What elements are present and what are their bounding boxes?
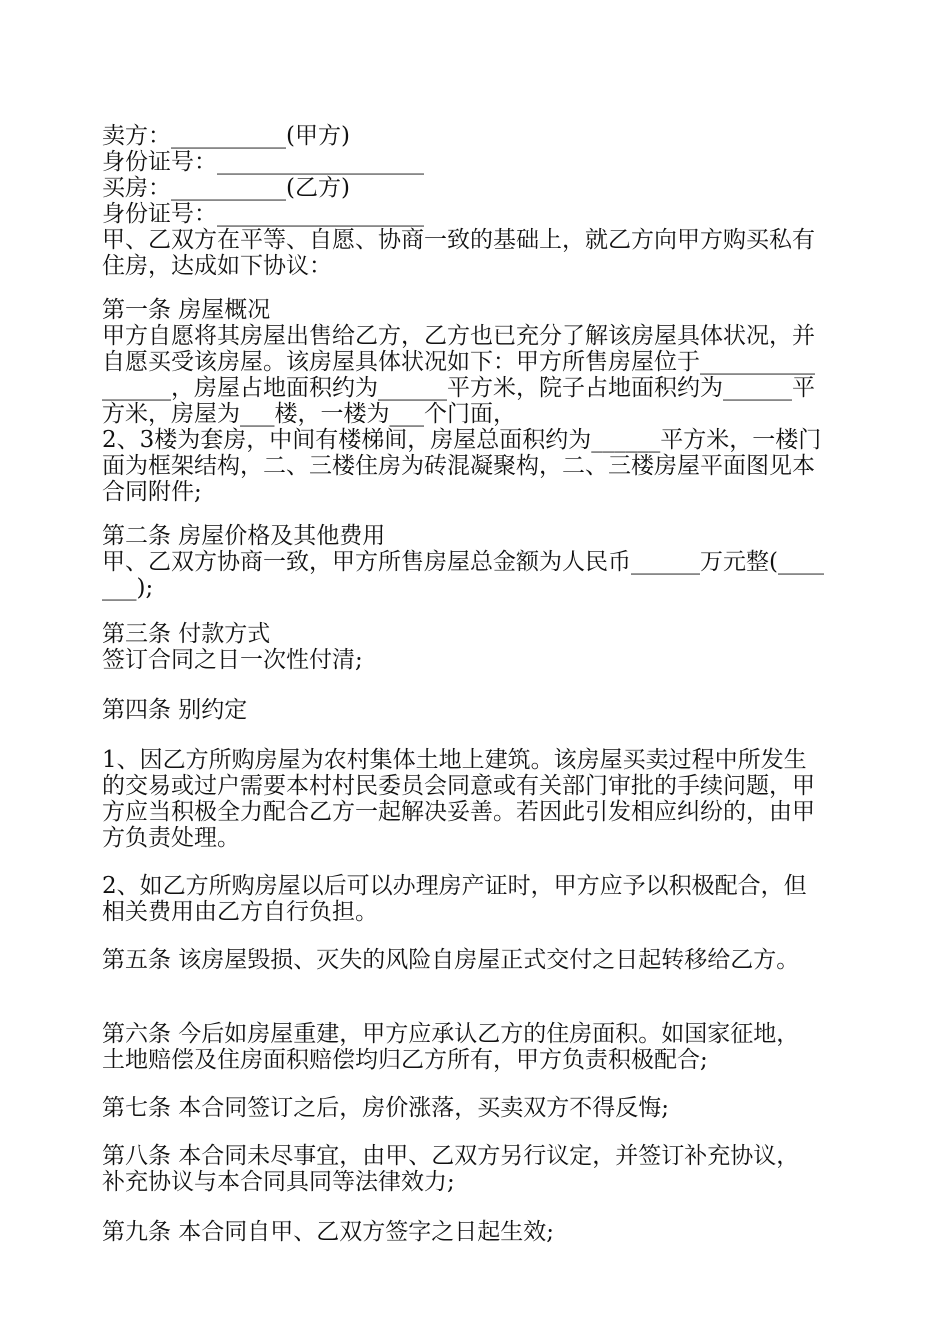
article-heading: 第四条 别约定	[102, 697, 248, 723]
seller-line: 卖方：__________(甲方)	[102, 123, 350, 149]
paragraph-line: 方应当积极全力配合乙方一起解决妥善。若因此引发相应纠纷的，由甲	[102, 799, 815, 825]
buyer-id-line: 身份证号：__________________	[102, 201, 424, 227]
paragraph-line: 相关费用由乙方自行负担。	[102, 899, 378, 925]
paragraph-line: 2、如乙方所购房屋以后可以办理房产证时，甲方应予以积极配合，但	[102, 873, 807, 899]
paragraph-line: 合同附件;	[102, 479, 202, 505]
article-line: 第五条 该房屋毁损、灭失的风险自房屋正式交付之日起转移给乙方。	[102, 947, 800, 973]
paragraph-line: 2、3楼为套房，中间有楼梯间，房屋总面积约为______平方米，一楼门	[102, 427, 822, 453]
paragraph-line: 补充协议与本合同具同等法律效力;	[102, 1169, 455, 1195]
paragraph-line: 土地赔偿及住房面积赔偿均归乙方所有，甲方负责积极配合;	[102, 1047, 708, 1073]
paragraph-line: 甲、乙双方协商一致，甲方所售房屋总金额为人民币______万元整(____	[102, 549, 824, 575]
article-heading: 第一条 房屋概况	[102, 297, 271, 323]
buyer-line: 买房：__________(乙方)	[102, 175, 350, 201]
paragraph-line: ___);	[102, 575, 154, 601]
article-line: 第九条 本合同自甲、乙双方签字之日起生效;	[102, 1219, 555, 1245]
article-line: 第七条 本合同签订之后，房价涨落，买卖双方不得反悔;	[102, 1095, 670, 1121]
paragraph-line: 自愿买受该房屋。该房屋具体状况如下：甲方所售房屋位于__________	[102, 349, 815, 375]
seller-id-line: 身份证号：__________________	[102, 149, 424, 175]
article-heading: 第二条 房屋价格及其他费用	[102, 523, 386, 549]
paragraph-line: ______，房屋占地面积约为______平方米，院子占地面积约为______平	[102, 375, 815, 401]
preamble-line: 住房，达成如下协议：	[102, 253, 332, 279]
paragraph-line: 1、因乙方所购房屋为农村集体土地上建筑。该房屋买卖过程中所发生	[102, 747, 807, 773]
paragraph-line: 面为框架结构，二、三楼住房为砖混凝聚构，二、三楼房屋平面图见本	[102, 453, 815, 479]
paragraph-line: 方负责处理。	[102, 825, 240, 851]
paragraph-line: 方米，房屋为___楼，一楼为___个门面，	[102, 401, 516, 427]
paragraph-line: 签订合同之日一次性付清;	[102, 647, 363, 673]
preamble-line: 甲、乙双方在平等、自愿、协商一致的基础上，就乙方向甲方购买私有	[102, 227, 815, 253]
article-line: 第八条 本合同未尽事宜，由甲、乙双方另行议定，并签订补充协议，	[102, 1143, 800, 1169]
article-line: 第六条 今后如房屋重建，甲方应承认乙方的住房面积。如国家征地，	[102, 1021, 800, 1047]
paragraph-line: 的交易或过户需要本村村民委员会同意或有关部门审批的手续问题，甲	[102, 773, 815, 799]
paragraph-line: 甲方自愿将其房屋出售给乙方，乙方也已充分了解该房屋具体状况，并	[102, 323, 815, 349]
article-heading: 第三条 付款方式	[102, 621, 271, 647]
